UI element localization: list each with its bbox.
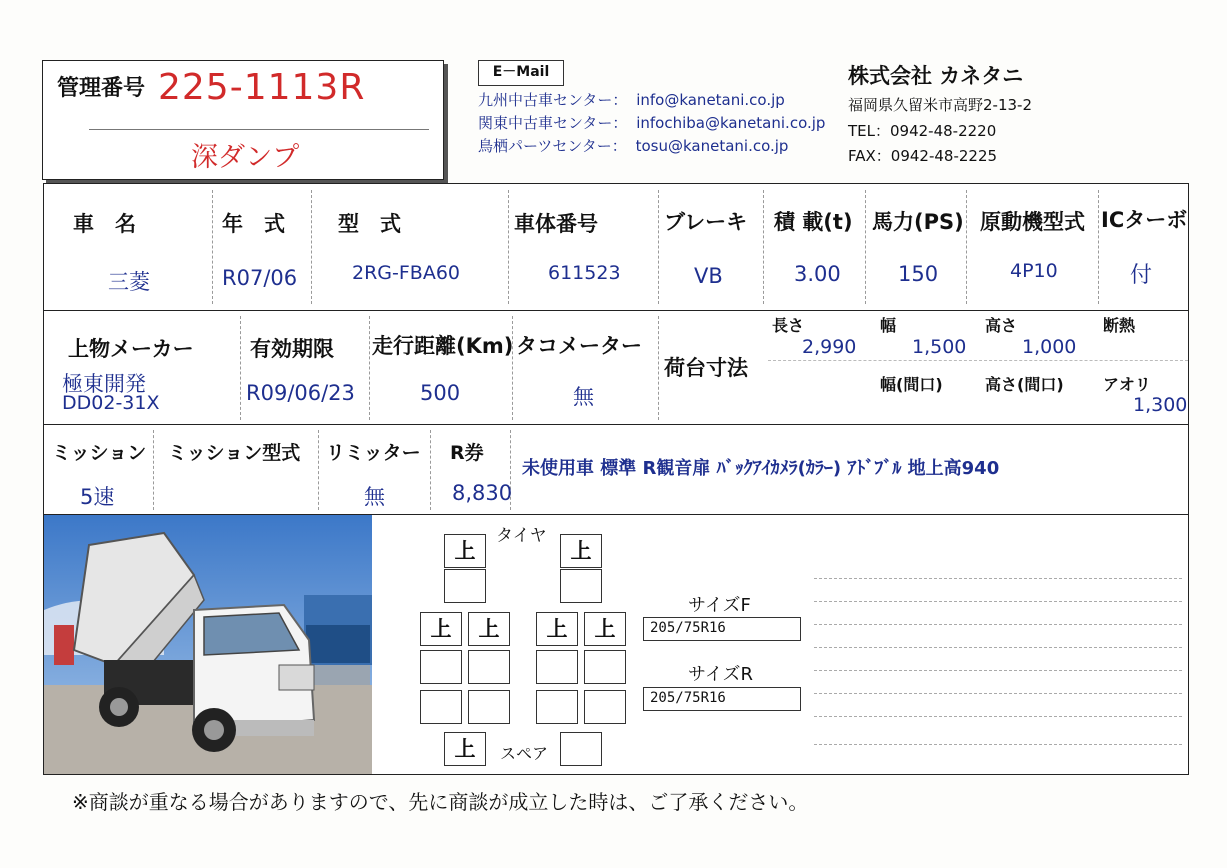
email-title: E－Mail [492, 64, 550, 80]
tire-slot [420, 650, 462, 684]
label-tachometer: タコメーター [516, 334, 642, 358]
value-mileage: 500 [420, 381, 461, 405]
body-type: 深ダンプ [191, 142, 300, 173]
label-insulation: 断熱 [1103, 316, 1136, 335]
value-width: 1,500 [912, 336, 967, 358]
note-line [814, 601, 1182, 602]
footer-note: ※商談が重なる場合がありますので、先に商談が成立した時は、ご了承ください。 [72, 790, 809, 814]
value-tachometer: 無 [573, 385, 594, 409]
col-divider [212, 190, 213, 304]
email-row-tosu [478, 135, 788, 156]
note-line [814, 716, 1182, 717]
value-limiter: 無 [364, 485, 385, 509]
tire-slot [536, 690, 578, 724]
label-limiter: リミッター [326, 442, 421, 464]
col-divider [865, 190, 866, 304]
label-mission: ミッション [52, 442, 147, 464]
label-model: 型 式 [338, 212, 401, 236]
value-brake: VB [694, 264, 723, 288]
row-divider-1 [43, 310, 1189, 311]
label-height: 高さ [985, 316, 1018, 335]
tire-spare-slot [560, 732, 602, 766]
tire-rear-right-inner: 上 [536, 612, 578, 646]
value-mission: 5速 [80, 485, 115, 509]
value-load: 3.00 [794, 262, 841, 286]
control-number-label: 管理番号 [57, 76, 146, 101]
value-horsepower: 150 [898, 262, 939, 286]
spare-label: スペア [500, 744, 549, 763]
label-width-opening: 幅(間口) [880, 375, 943, 394]
email-title-box [478, 60, 564, 86]
control-number: 225-1113R [158, 67, 366, 108]
company-address: 福岡県久留米市高野2-13-2 [848, 96, 1032, 114]
tire-rear-right-outer: 上 [584, 612, 626, 646]
col-divider [966, 190, 967, 304]
email-address[interactable]: infochiba@kanetani.co.jp [636, 114, 826, 132]
label-load: 積 載(t) [774, 210, 853, 234]
tire-label: タイヤ [496, 526, 547, 546]
tire-front-left: 上 [444, 534, 486, 568]
value-model: 2RG-FBA60 [352, 262, 461, 284]
remarks: 未使用車 標準 R観音扉 ﾊﾞｯｸｱｲｶﾒﾗ(ｶﾗｰ) ｱﾄﾞﾌﾞﾙ 地上高940 [522, 458, 1000, 479]
email-center: 鳥栖パーツセンター： [478, 137, 627, 155]
email-center: 関東中古車センター： [478, 114, 628, 132]
tire-spare: 上 [444, 732, 486, 766]
tire-front-right-slot [560, 569, 602, 603]
value-year: R07/06 [222, 266, 298, 290]
label-horsepower: 馬力(PS) [872, 210, 964, 234]
note-line [814, 624, 1182, 625]
header-divider [89, 129, 429, 130]
col-divider [240, 316, 241, 420]
bed-dim-divider [768, 360, 1188, 361]
note-line [814, 578, 1182, 579]
col-divider [430, 430, 431, 510]
tire-rear-left-inner: 上 [468, 612, 510, 646]
label-expiry: 有効期限 [250, 337, 334, 361]
tire-slot [468, 650, 510, 684]
size-rear-label: サイズR [688, 664, 754, 685]
col-divider [658, 316, 659, 420]
control-number-box [42, 60, 444, 180]
label-brake: ブレーキ [664, 210, 748, 234]
tire-slot [468, 690, 510, 724]
tire-front-left-slot [444, 569, 486, 603]
value-chassis-number: 611523 [548, 262, 621, 284]
company-name: 株式会社 カネタニ [848, 64, 1024, 88]
col-divider [318, 430, 319, 510]
label-length: 長さ [772, 316, 805, 335]
label-mission-type: ミッション型式 [168, 442, 301, 464]
col-divider [508, 190, 509, 304]
note-line [814, 744, 1182, 745]
label-chassis-number: 車体番号 [514, 212, 598, 236]
value-car-name: 三菱 [108, 270, 150, 294]
size-rear-box [643, 687, 801, 711]
size-front-box [643, 617, 801, 641]
tire-slot [420, 690, 462, 724]
note-line [814, 693, 1182, 694]
vehicle-photo [44, 515, 372, 774]
label-aori: アオリ [1103, 375, 1151, 394]
label-height-opening: 高さ(間口) [985, 375, 1064, 394]
label-engine-model: 原動機型式 [980, 210, 1085, 234]
col-divider [311, 190, 312, 304]
company-tel: TEL：0942-48-2220 [848, 122, 997, 140]
value-expiry: R09/06/23 [246, 381, 355, 405]
col-divider [763, 190, 764, 304]
company-fax: FAX：0942-48-2225 [848, 147, 998, 165]
tire-rear-left-outer: 上 [420, 612, 462, 646]
col-divider [153, 430, 154, 510]
tire-slot [584, 690, 626, 724]
email-center: 九州中古車センター： [478, 91, 628, 109]
col-divider [369, 316, 370, 420]
email-row-kanto [478, 112, 825, 133]
tire-front-right: 上 [560, 534, 602, 568]
dump-truck-image [44, 515, 372, 774]
label-car-name: 車 名 [73, 212, 136, 236]
size-front-label: サイズF [688, 595, 751, 616]
label-r-ticket: R券 [450, 442, 484, 464]
label-mileage: 走行距離(Km) [372, 334, 514, 358]
value-r-ticket: 8,830 [452, 481, 513, 505]
note-line [814, 670, 1182, 671]
value-height: 1,000 [1022, 336, 1077, 358]
col-divider [1098, 190, 1099, 304]
value-body-maker-name: 極東開発 [62, 372, 146, 396]
value-length: 2,990 [802, 336, 857, 358]
tire-slot [536, 650, 578, 684]
email-address[interactable]: tosu@kanetani.co.jp [635, 137, 789, 155]
label-bed-dimensions: 荷台寸法 [664, 356, 748, 380]
value-body-maker-model: DD02-31X [62, 392, 160, 414]
label-width: 幅 [880, 316, 897, 335]
row-divider-2 [43, 424, 1189, 425]
size-front-value: 205/75R16 [650, 620, 726, 636]
note-line [814, 647, 1182, 648]
email-row-kyushu [478, 89, 785, 110]
email-address[interactable]: info@kanetani.co.jp [636, 91, 785, 109]
tire-slot [584, 650, 626, 684]
value-ic-turbo: 付 [1130, 263, 1153, 288]
value-engine-model: 4P10 [1010, 260, 1058, 282]
value-aori: 1,300 [1133, 394, 1188, 416]
col-divider [658, 190, 659, 304]
label-body-maker: 上物メーカー [68, 337, 194, 361]
label-ic-turbo: ICターボ [1101, 208, 1188, 232]
label-year: 年 式 [222, 212, 285, 236]
size-rear-value: 205/75R16 [650, 690, 726, 706]
